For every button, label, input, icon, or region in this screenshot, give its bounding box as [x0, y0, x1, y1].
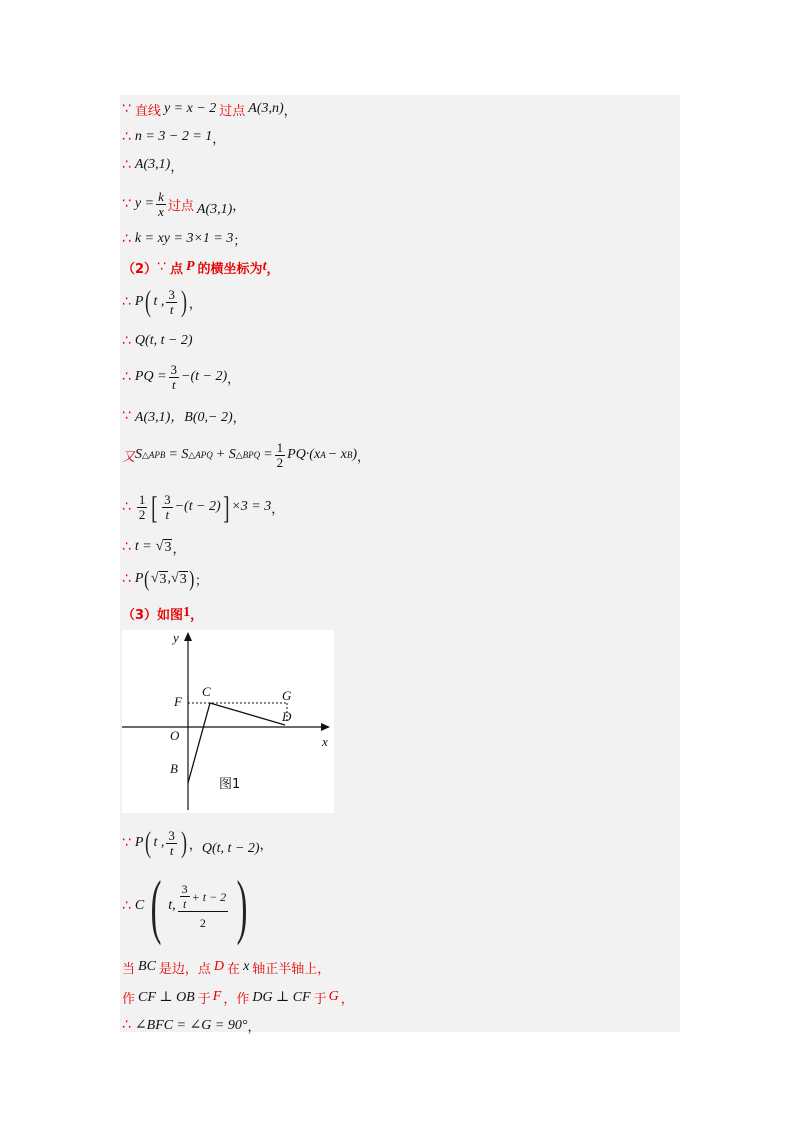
step-line-2: ∴ n = 3 − 2 = 1 ， — [122, 129, 226, 147]
segment-bc — [188, 703, 210, 783]
step-line-12: ∴ $\frac{1}{2}$ [ $\frac{3}{t}$ −(t − 2) ] ×3 = 3 ， — [122, 489, 285, 525]
label-g: G — [282, 688, 292, 703]
therefore-symbol: ∴ — [122, 539, 131, 555]
compound-fraction: $\frac{3}{t}$ + t − 2 2 — [178, 882, 229, 930]
therefore-symbol: ∴ — [122, 333, 131, 349]
label-x: x — [322, 734, 328, 749]
therefore-symbol: ∴ — [122, 1017, 131, 1033]
step-line-1: ∵ 直线 y = x − 2 过点 A(3,n) ， — [122, 101, 297, 119]
fraction: $\frac{3}{t}$ — [164, 491, 171, 522]
x-axis-arrow-icon — [321, 723, 330, 731]
step-line-8: ∴ Q(t, t − 2) — [122, 333, 193, 349]
step-line-7: ∴ P ( t , $\frac{3}{t}$ ) ， — [122, 285, 202, 318]
therefore-symbol: ∴ — [122, 499, 131, 515]
label-f: F — [174, 694, 182, 709]
fraction: $\frac{k}{x}$ — [158, 188, 164, 219]
therefore-symbol: ∴ — [122, 898, 131, 914]
step-line-3: ∴ A(3,1) ， — [122, 157, 184, 175]
step-line-17: ∴ C ( t, $\frac{3}{t}$ + t − 2 2 ) — [122, 866, 248, 946]
step-line-14: ∴ P ( √ 3 , √ 3 ) ； — [122, 566, 209, 591]
step-line-4: ∵ y = $\frac{k}{x}$ 过点 A(3,1) ， — [122, 188, 246, 219]
step-line-5: ∴ k = xy = 3×1 = 3 ； — [122, 231, 247, 249]
fraction: $\frac{3}{t}$ — [170, 361, 178, 392]
step-line-9: ∴ PQ = $\frac{3}{t}$ −(t − 2) ， — [122, 361, 241, 392]
label-y: y — [173, 630, 179, 645]
step-line-10: ∵ A(3,1)，B(0,− 2) ， — [122, 408, 246, 426]
label-c: C — [202, 684, 211, 699]
because-symbol: ∵ — [122, 408, 131, 424]
step-line-6: （2） ∵ 点 P 的横坐标为 t ， — [122, 259, 280, 277]
therefore-symbol: ∴ — [122, 294, 131, 310]
therefore-symbol: ∴ — [122, 129, 131, 145]
therefore-symbol: ∴ — [122, 571, 131, 587]
therefore-symbol: ∴ — [122, 369, 131, 385]
because-symbol: ∵ — [122, 101, 131, 117]
because-symbol: ∵ — [122, 835, 131, 851]
fraction: $\frac{1}{2}$ — [276, 439, 284, 470]
step-line-11: 又 S △APB = S △APQ + S △BPQ = $\frac{1}{2}$ PQ·(x A − x B ) ， — [122, 439, 371, 470]
label-o: O — [170, 728, 180, 743]
figure-caption: 图1 — [219, 777, 241, 792]
because-symbol: ∵ — [157, 259, 166, 275]
label-b: B — [170, 761, 178, 776]
step-line-13: ∴ t = √ 3 ， — [122, 539, 186, 557]
step-line-15: （3） 如图 1 ， — [122, 605, 204, 623]
fraction: $\frac{1}{2}$ — [138, 491, 146, 522]
coordinate-figure — [122, 630, 334, 813]
step-line-20: ∴ ∠BFC = ∠G = 90° ， — [122, 1017, 261, 1035]
label-d: D — [282, 709, 292, 724]
therefore-symbol: ∴ — [122, 231, 131, 247]
therefore-symbol: ∴ — [122, 157, 131, 173]
segment-cd — [210, 703, 285, 725]
because-symbol: ∵ — [122, 196, 131, 212]
step-line-16: ∵ P ( t , $\frac{3}{t}$ ) ， Q(t, t − 2) ， — [122, 826, 273, 859]
step-line-18: 当 BC 是边，点 D 在 x 轴正半轴上， — [122, 959, 331, 977]
fraction: $\frac{3}{t}$ — [168, 286, 175, 317]
fraction: $\frac{3}{t}$ — [168, 827, 175, 858]
step-line-19: 作 CF ⊥ OB 于 F ，作 DG ⊥ CF 于 G ， — [122, 989, 354, 1007]
y-axis-arrow-icon — [184, 632, 192, 641]
